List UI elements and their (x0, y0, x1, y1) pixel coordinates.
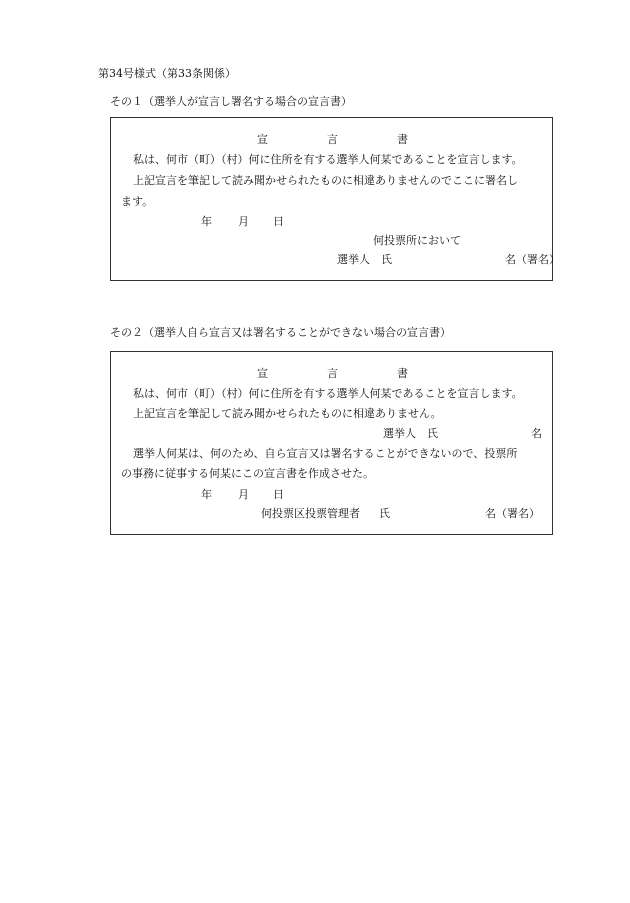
declaration-title-char-2: 言 (327, 367, 338, 380)
declaration-line: 選挙人何某は、何のため、自ら宣言又は署名することができないので、投票所 (133, 447, 518, 460)
declaration-line: の事務に従事する何某にこの宣言書を作成させた。 (121, 467, 374, 480)
signer-role-label: 選挙人 (337, 253, 370, 266)
declaration-title-char-3: 書 (397, 367, 408, 380)
signer-surname-label: 氏 (381, 253, 392, 266)
date-month-label: 月 (238, 215, 249, 228)
declaration-title-char-2: 言 (327, 133, 338, 146)
voter-name-label: 名 (531, 427, 542, 440)
form-title: 第34号様式（第33条関係） (98, 67, 236, 80)
voter-role-label: 選挙人 (383, 427, 416, 440)
declaration-line: 私は、何市（町）（村）何に住所を有する選挙人何某であることを宣言します。 (133, 387, 523, 400)
date-day-label: 日 (273, 215, 284, 228)
declaration-title-char-3: 書 (397, 133, 408, 146)
manager-role-label: 何投票区投票管理者 (261, 507, 360, 520)
date-day-label: 日 (273, 488, 284, 501)
section2-heading: その２（選挙人自ら宣言又は署名することができない場合の宣言書） (110, 326, 451, 339)
signer-name-label: 名（署名） (505, 253, 560, 266)
declaration-title-char-1: 宣 (257, 367, 268, 380)
polling-place-label: 何投票所において (373, 234, 461, 247)
declaration-line: ます。 (121, 195, 154, 208)
voter-surname-label: 氏 (427, 427, 438, 440)
declaration-line: 上記宣言を筆記して読み聞かせられたものに相違ありませんのでここに署名し (133, 174, 518, 187)
declaration-form-2 (110, 351, 553, 535)
declaration-line: 私は、何市（町）（村）何に住所を有する選挙人何某であることを宣言します。 (133, 153, 523, 166)
section1-heading: その１（選挙人が宣言し署名する場合の宣言書） (110, 95, 352, 108)
declaration-form-1 (110, 117, 560, 281)
declaration-line: 上記宣言を筆記して読み聞かせられたものに相違ありません。 (133, 407, 442, 420)
declaration-title-char-1: 宣 (257, 133, 268, 146)
date-year-label: 年 (201, 488, 212, 501)
date-month-label: 月 (238, 488, 249, 501)
manager-surname-label: 氏 (379, 507, 390, 520)
date-year-label: 年 (201, 215, 212, 228)
manager-name-label: 名（署名） (485, 507, 540, 520)
